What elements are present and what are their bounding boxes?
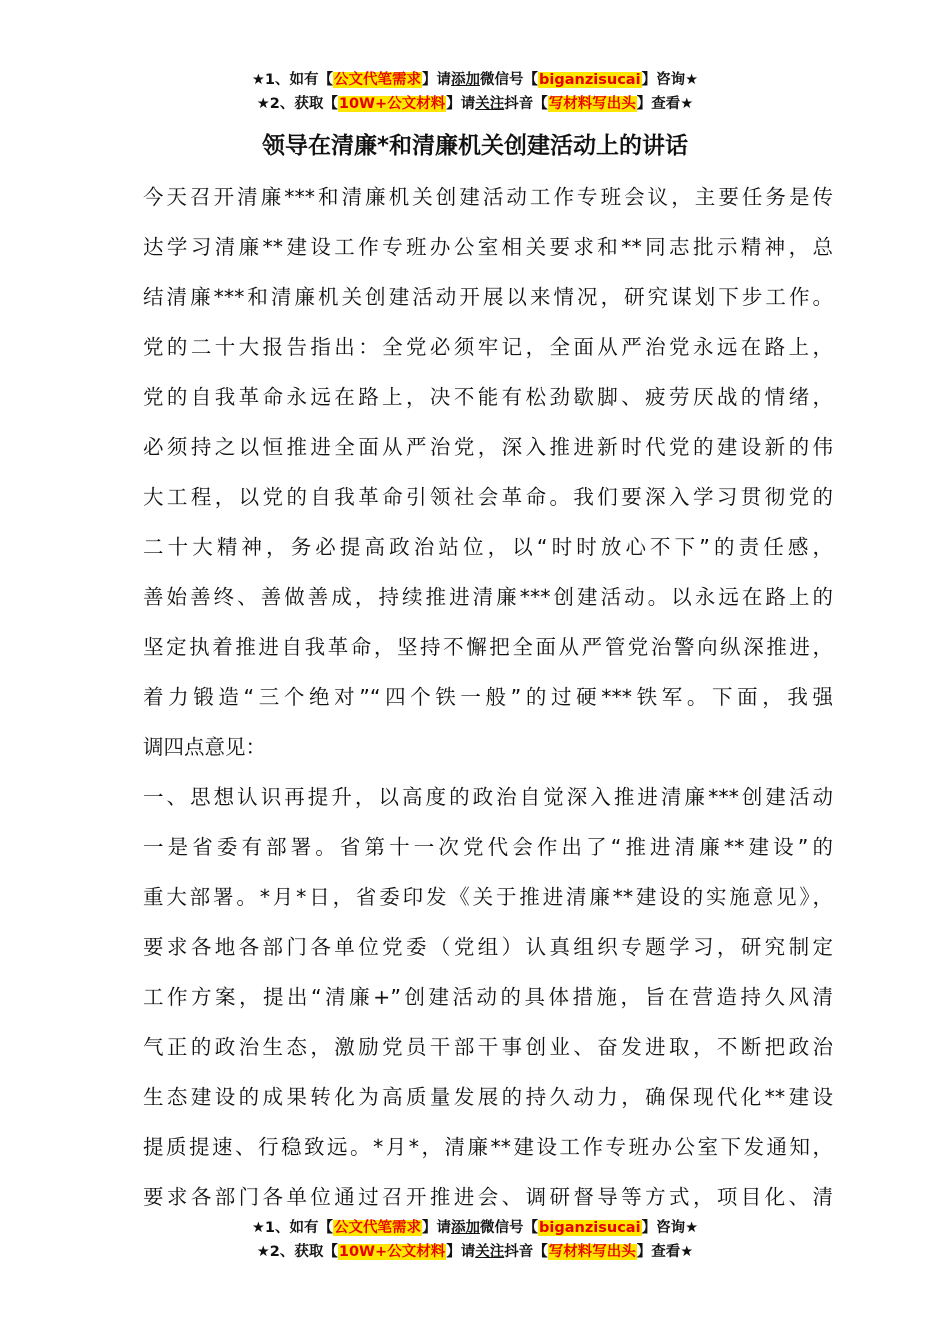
body-line: 党的自我革命永远在路上，决不能有松劲歇脚、疲劳厌战的情绪， — [143, 385, 833, 409]
banner-underlined: 关注 — [475, 1244, 505, 1260]
banner-text: 抖音【 — [504, 96, 548, 112]
body-line: 工作方案，提出“清廉+”创建活动的具体措施，旨在营造持久风清 — [143, 985, 833, 1009]
body-line: 坚定执着推进自我革命，坚持不懈把全面从严管党治警向纵深推进， — [143, 635, 833, 659]
banner-underlined: 添加 — [451, 1220, 481, 1236]
header-banner — [0, 68, 950, 116]
body-line: 党的二十大报告指出：全党必须牢记，全面从严治党永远在路上， — [143, 335, 833, 359]
banner-line-2 — [0, 92, 950, 116]
banner-text: 微信号【 — [480, 72, 539, 88]
body-line: 今天召开清廉***和清廉机关创建活动工作专班会议，主要任务是传 — [143, 185, 833, 209]
banner-highlight: 公文代笔需求 — [334, 1220, 422, 1236]
banner-text: ★2、获取【 — [256, 1244, 338, 1260]
banner-underlined: 添加 — [451, 72, 481, 88]
banner-text: 】查看★ — [636, 1244, 694, 1260]
body-line: 一是省委有部署。省第十一次党代会作出了“推进清廉**建设”的 — [143, 835, 833, 859]
banner-line-1 — [0, 1216, 950, 1240]
footer-banner — [0, 1216, 950, 1264]
body-line: 大工程，以党的自我革命引领社会革命。我们要深入学习贯彻党的 — [143, 485, 833, 509]
body-line: 必须持之以恒推进全面从严治党，深入推进新时代党的建设新的伟 — [143, 435, 833, 459]
banner-highlight: 10W+公文材料 — [338, 96, 446, 112]
banner-text: 】咨询★ — [641, 72, 699, 88]
body-line: 重大部署。*月*日，省委印发《关于推进清廉**建设的实施意见》， — [143, 885, 833, 909]
body-line: 结清廉***和清廉机关创建活动开展以来情况，研究谋划下步工作。 — [143, 285, 833, 309]
banner-text: 】请 — [422, 1220, 452, 1236]
body-line: 生态建设的成果转化为高质量发展的持久动力，确保现代化**建设 — [143, 1085, 833, 1109]
banner-text: 】咨询★ — [641, 1220, 699, 1236]
banner-text: 抖音【 — [504, 1244, 548, 1260]
document-body — [143, 172, 833, 1222]
banner-underlined: 关注 — [475, 96, 505, 112]
banner-text: 】查看★ — [636, 96, 694, 112]
body-line: 调四点意见： — [143, 735, 266, 759]
banner-text: 】请 — [446, 96, 476, 112]
banner-text: ★2、获取【 — [256, 96, 338, 112]
banner-highlight: 公文代笔需求 — [334, 72, 422, 88]
banner-text: 】请 — [446, 1244, 476, 1260]
body-line: 提质提速、行稳致远。*月*，清廉**建设工作专班办公室下发通知， — [143, 1135, 833, 1159]
banner-text: 微信号【 — [480, 1220, 539, 1236]
banner-text: ★1、如有【 — [251, 1220, 334, 1236]
body-line: 着力锻造“三个绝对”“四个铁一般”的过硬***铁军。下面，我强 — [143, 685, 833, 709]
banner-text: ★1、如有【 — [251, 72, 334, 88]
body-line: 二十大精神，务必提高政治站位，以“时时放心不下”的责任感， — [143, 535, 833, 559]
banner-highlight: 写材料写出头 — [548, 1244, 636, 1260]
banner-line-1 — [0, 68, 950, 92]
document-title: 领导在清廉*和清廉机关创建活动上的讲话 — [261, 133, 689, 159]
banner-highlight: biganzisucai — [539, 1220, 641, 1236]
body-line: 要求各地各部门各单位党委（党组）认真组织专题学习，研究制定 — [143, 935, 833, 959]
banner-highlight: biganzisucai — [539, 72, 641, 88]
banner-text: 】请 — [422, 72, 452, 88]
body-line: 气正的政治生态，激励党员干部干事创业、奋发进取，不断把政治 — [143, 1035, 833, 1059]
body-line: 善始善终、善做善成，持续推进清廉***创建活动。以永远在路上的 — [143, 585, 833, 609]
banner-highlight: 10W+公文材料 — [338, 1244, 446, 1260]
body-line: 达学习清廉**建设工作专班办公室相关要求和**同志批示精神，总 — [143, 235, 833, 259]
body-line: 要求各部门各单位通过召开推进会、调研督导等方式，项目化、清 — [143, 1185, 833, 1209]
banner-highlight: 写材料写出头 — [548, 96, 636, 112]
section-heading: 一、思想认识再提升，以高度的政治自觉深入推进清廉***创建活动 — [143, 785, 833, 809]
banner-line-2 — [0, 1240, 950, 1264]
